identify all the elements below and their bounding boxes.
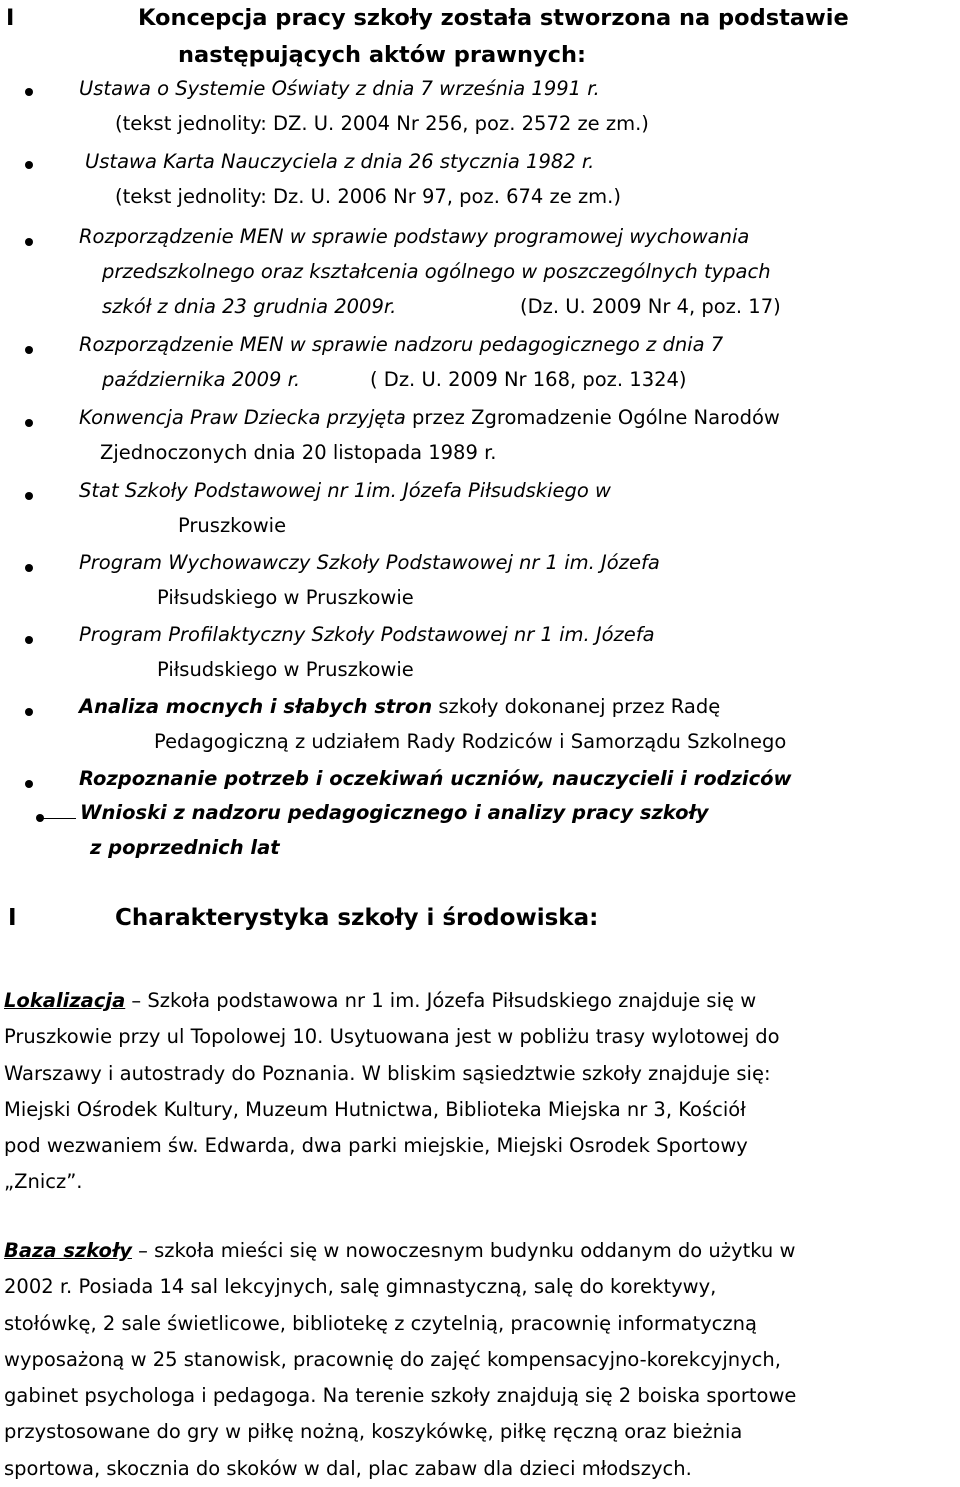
paragraph-line: sportowa, skocznia do skoków w dal, plac zabaw dla dzieci młodszych. — [4, 1456, 692, 1480]
paragraph-line: wyposażoną w 25 stanowisk, pracownię do zajęć kompensacyjno-korekcyjnych, — [4, 1347, 781, 1371]
lokalizacja-label: Lokalizacja — [4, 989, 126, 1012]
item-line: ( Dz. U. 2009 Nr 168, poz. 1324) — [370, 368, 687, 391]
item-line: Pedagogiczną z udziałem Rady Rodziców i Samorządu Szkolnego — [154, 730, 787, 753]
item-line: Ustawa o Systemie Oświaty z dnia 7 września 1991 r. — [79, 77, 600, 100]
bullet-icon — [25, 636, 33, 644]
paragraph-line: Baza szkoły – szkoła mieści się w nowoczesnym budynku oddanym do użytku w — [4, 1239, 796, 1262]
bullet-icon — [25, 780, 33, 788]
item-line: Analiza mocnych i słabych stron szkoły dokonanej przez Radę — [79, 695, 721, 718]
item-line: Wnioski z nadzoru pedagogicznego i analizy pracy szkoły — [44, 801, 709, 824]
section-title-line1: Koncepcja pracy szkoły została stworzona na podstawie — [138, 5, 849, 31]
bullet-icon — [25, 419, 33, 427]
item-line: Rozporządzenie MEN w sprawie nadzoru pedagogicznego z dnia 7 — [79, 333, 724, 356]
item-line: Rozporządzenie MEN w sprawie podstawy programowej wychowania — [79, 225, 750, 248]
item-line: Ustawa Karta Nauczyciela z dnia 26 stycznia 1982 r. — [85, 150, 595, 173]
item-line: Piłsudskiego w Pruszkowie — [157, 658, 414, 681]
lokalizacja-paragraph — [4, 983, 956, 1201]
section-number: I — [6, 5, 15, 31]
paragraph-line: gabinet psychologa i pedagoga. Na terenie szkoły znajdują się 2 boiska sportowe — [4, 1384, 797, 1408]
item-line: Stat Szkoły Podstawowej nr 1im. Józefa Piłsudskiego w — [79, 479, 611, 502]
item-line: Program Wychowawczy Szkoły Podstawowej nr 1 im. Józefa — [79, 551, 660, 574]
section-number: I — [8, 905, 17, 931]
bullet-icon — [25, 564, 33, 572]
item-line: Program Profilaktyczny Szkoły Podstawowej nr 1 im. Józefa — [79, 623, 655, 646]
bullet-icon — [25, 88, 33, 96]
item-line: października 2009 r. — [102, 368, 301, 391]
section-title-line2: następujących aktów prawnych: — [178, 42, 587, 68]
bullet-icon — [25, 492, 33, 500]
item-line: (tekst jednolity: Dz. U. 2006 Nr 97, poz. 674 ze zm.) — [115, 185, 621, 208]
item-line: Pruszkowie — [178, 514, 287, 537]
paragraph-line: Warszawy i autostrady do Poznania. W bliskim sąsiedztwie szkoły znajduje się: — [4, 1061, 771, 1085]
item-line: (tekst jednolity: DZ. U. 2004 Nr 256, poz. 2572 ze zm.) — [115, 112, 649, 135]
section-title: Charakterystyka szkoły i środowiska: — [115, 905, 599, 931]
item-line: szkół z dnia 23 grudnia 2009r. — [102, 295, 397, 318]
item-line: (Dz. U. 2009 Nr 4, poz. 17) — [520, 295, 781, 318]
baza-label: Baza szkoły — [4, 1239, 132, 1262]
paragraph-line: 2002 r. Posiada 14 sal lekcyjnych, salę gimnastyczną, salę do korektywy, — [4, 1275, 717, 1299]
item-line: przedszkolnego oraz kształcenia ogólnego w poszczególnych typach — [102, 260, 771, 283]
baza-paragraph — [4, 1233, 956, 1487]
paragraph-line: „Znicz”. — [4, 1170, 83, 1194]
item-line: Rozpoznanie potrzeb i oczekiwań uczniów, nauczycieli i rodziców — [79, 767, 792, 790]
item-line: Piłsudskiego w Pruszkowie — [157, 586, 414, 609]
paragraph-line: Lokalizacja – Szkoła podstawowa nr 1 im. Józefa Piłsudskiego znajduje się w — [4, 989, 757, 1012]
bullet-icon — [25, 238, 33, 246]
bullet-icon — [25, 346, 33, 354]
item-line: Zjednoczonych dnia 20 listopada 1989 r. — [100, 441, 497, 464]
paragraph-line: pod wezwaniem św. Edwarda, dwa parki miejskie, Miejski Osrodek Sportowy — [4, 1134, 748, 1158]
paragraph-line: Pruszkowie przy ul Topolowej 10. Usytuowana jest w pobliżu trasy wylotowej do — [4, 1025, 780, 1049]
bullet-icon — [25, 708, 33, 716]
item-line: Konwencja Praw Dziecka przyjęta przez Zgromadzenie Ogólne Narodów — [79, 406, 780, 429]
underline-decoration — [42, 802, 76, 819]
paragraph-line: Miejski Ośrodek Kultury, Muzeum Hutnictwa, Biblioteka Miejska nr 3, Kościół — [4, 1097, 746, 1121]
item-line: z poprzednich lat — [90, 836, 280, 859]
paragraph-line: przystosowane do gry w piłkę nożną, koszykówkę, piłkę ręczną oraz bieżnia — [4, 1420, 743, 1444]
bullet-icon — [25, 161, 33, 169]
paragraph-line: stołówkę, 2 sale świetlicowe, bibliotekę z czytelnią, pracownię informatyczną — [4, 1311, 757, 1335]
